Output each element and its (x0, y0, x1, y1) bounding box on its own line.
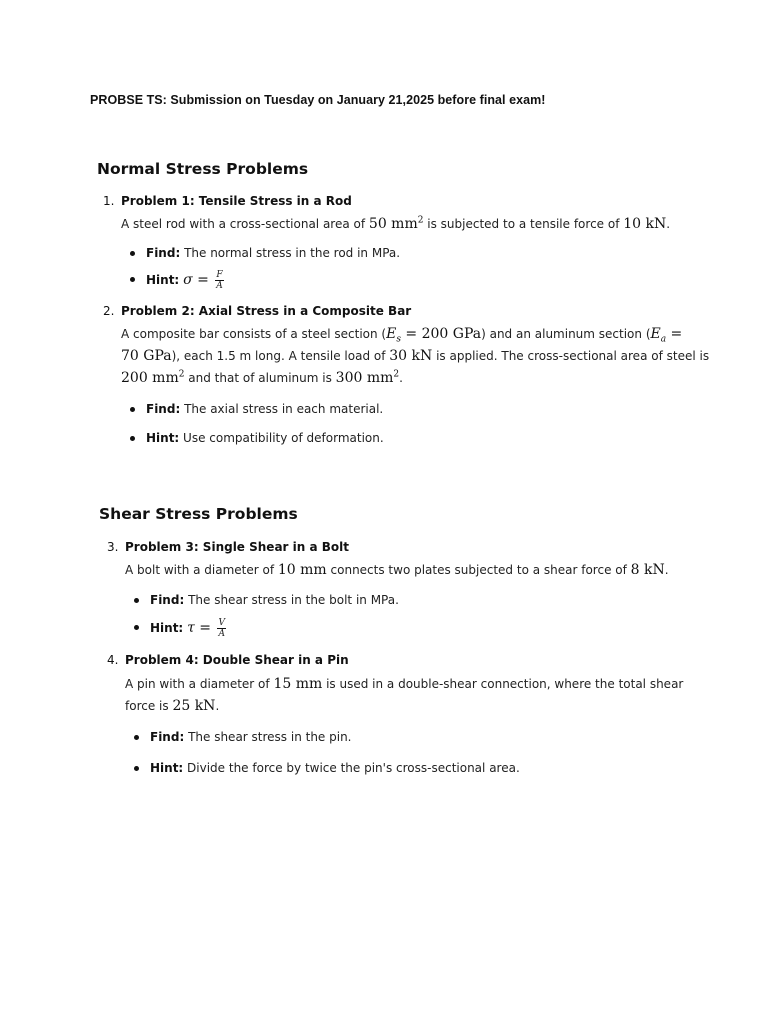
problem-number: 4. (107, 653, 119, 667)
problem-4-statement: A pin with a diameter of 15 mm is used in a double-shear connection, where the total shear force is 25 kN. (125, 676, 684, 714)
bullet-icon (134, 766, 139, 771)
problem-1-statement: A steel rod with a cross-sectional area of 50 $mm^2$ is subjected to a tensile force of 10 kN. (121, 215, 671, 232)
section-title-shear-stress: Shear Stress Problems (99, 505, 298, 523)
problem-2-hint: Hint: Use compatibility of deformation. (146, 431, 384, 445)
submission-notice: PROBSE TS: Submission on Tuesday on January 21,2025 before final exam! (90, 93, 546, 107)
problem-title: Problem 4: Double Shear in a Pin (125, 653, 349, 667)
problem-number: 3. (107, 540, 119, 554)
hint-fraction: $\frac{V}{A}$ (218, 618, 225, 639)
problem-1-heading (103, 194, 352, 208)
problem-title: Problem 2: Axial Stress in a Composite Bar (121, 304, 412, 318)
problem-3-statement: A bolt with a diameter of 10 mm connects two plates subjected to a shear force of 8 kN. (125, 562, 669, 578)
hint-fraction: $\frac{F}{A}$ (216, 270, 223, 291)
problem-number: 2. (103, 304, 115, 318)
problem-2-statement: A composite bar consists of a steel section ($E_s = 200$ GPa) and an aluminum section ($E_a$ = 70 GPa), each 1.5 m long. A tensile load of 30 kN is applied. The cross-sectional area of steel is 200 $mm^2$ and that of aluminum is 300 $mm^2$. (121, 326, 710, 386)
problem-4-find: Find: The shear stress in the pin. (150, 730, 352, 744)
problem-2-find: Find: The axial stress in each material. (146, 402, 383, 416)
problem-4-hint: Hint: Divide the force by twice the pin's cross-sectional area. (150, 761, 520, 775)
problem-1-find: Find: The normal stress in the rod in MPa. (146, 246, 400, 260)
section-title-normal-stress: Normal Stress Problems (97, 160, 309, 178)
bullet-icon (134, 735, 139, 740)
problem-3-heading (107, 540, 349, 554)
bullet-icon (130, 407, 135, 412)
problem-3-hint: Hint: τ = $\frac{V}{A}$ (150, 618, 226, 639)
problem-title: Problem 3: Single Shear in a Bolt (125, 540, 349, 554)
bullet-icon (130, 436, 135, 441)
bullet-icon (134, 598, 139, 603)
problem-1-hint: Hint: σ = $\frac{F}{A}$ (146, 270, 224, 291)
problem-4-heading (107, 653, 349, 667)
problem-number: 1. (103, 194, 115, 208)
bullet-icon (130, 251, 135, 256)
problem-2-heading (103, 304, 411, 318)
bullet-icon (134, 625, 139, 630)
problem-3-find: Find: The shear stress in the bolt in MPa. (150, 593, 399, 607)
problem-title: Problem 1: Tensile Stress in a Rod (121, 194, 352, 208)
bullet-icon (130, 277, 135, 282)
